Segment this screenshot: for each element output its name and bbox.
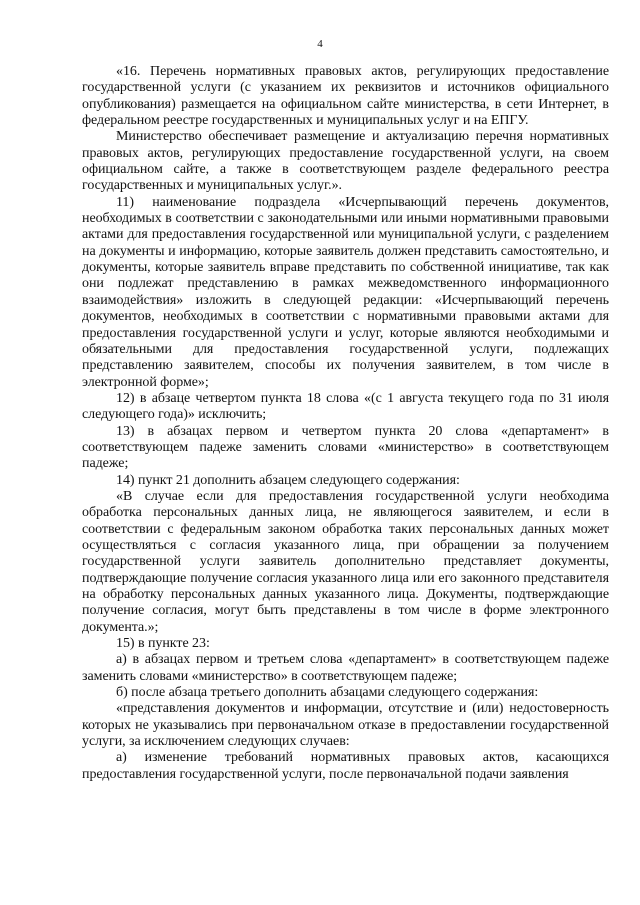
paragraph-item-14-amendment: 14) пункт 21 дополнить абзацем следующего содержания: [116,472,460,488]
paragraph-item-15-amendment: 15) в пункте 23: [116,636,210,652]
paragraph-subitem-a: а) в абзацах первом и третьем слова «департамент» в соответствующем падеже заменить словами «министерство» в соответствующем падеже; [82,652,609,684]
paragraph-ministry-duties: Министерство обеспечивает размещение и актуализацию перечня нормативных правовых актов, регулирующих предоставление государственной услуги, на своем официальном сайте, а также в соответствующем разделе федерального реестра государственных и муниципальных услуг.». [82,129,609,194]
paragraph-documents-submission: «представления документов и информации, отсутствие и (или) недостоверность которых не указывались при первоначальном отказе в предоставлении государственной услуги, за исключением следующих случаев: [82,701,609,750]
paragraph-exception-a: а) изменение требований нормативных правовых актов, касающихся предоставления государственной услуги, после первоначальной подачи заявления [82,750,609,782]
paragraph-personal-data-consent: «В случае если для предоставления государственной услуги необходима обработка персональных данных лица, не являющегося заявителем, и если в соответствии с федеральным законом обработка таких персональных данных может осуществляться с согласия указанного лица, при обращении за получением государственной услуги заявитель дополнительно представляет документы, подтверждающие получение согласия указанного лица или его законного представителя на обработку персональных данных указанного лица. Документы, подтверждающие получение согласия, могут быть представлены в том числе в форме электронного документа.»; [82,488,609,635]
paragraph-item-13-amendment: 13) в абзацах первом и четвертом пункта 20 слова «департамент» в соответствующем падеже заменить словами «министерство» в соответствующем падеже; [82,423,609,472]
page-number: 4 [317,38,323,50]
paragraph-item-11-amendment: 11) наименование подраздела «Исчерпывающий перечень документов, необходимых в соответствии с законодательными или иными нормативными правовыми актами для предоставления государственной или муниципальной услуги, с разделением на документы и информацию, которые заявитель должен представить самостоятельно, и документы, которые заявитель вправе представить по собственной инициативе, так как они подлежат представлению в рамках межведомственного информационного взаимодействия» изложить в следующей редакции: «Исчерпывающий перечень документов, необходимых в соответствии с нормативными правовыми актами для предоставления государственной услуги и услуг, которые являются необходимыми и обязательными для предоставления государственной услуги, подлежащих представлению заявителем, способы их получения заявителем, в том числе в электронной форме»; [82,194,609,390]
paragraph-item-16: «16. Перечень нормативных правовых актов, регулирующих предоставление государственной услуги (с указанием их реквизитов и источников официального опубликования) размещается на официальном сайте министерства, в сети Интернет, в федеральном реестре государственных и муниципальных услуг и на ЕПГУ. [82,64,609,129]
document-body [82,64,609,783]
paragraph-item-12-amendment: 12) в абзаце четвертом пункта 18 слова «(с 1 августа текущего года по 31 июля следующего года)» исключить; [82,390,609,423]
paragraph-subitem-b: б) после абзаца третьего дополнить абзацами следующего содержания: [116,685,539,701]
